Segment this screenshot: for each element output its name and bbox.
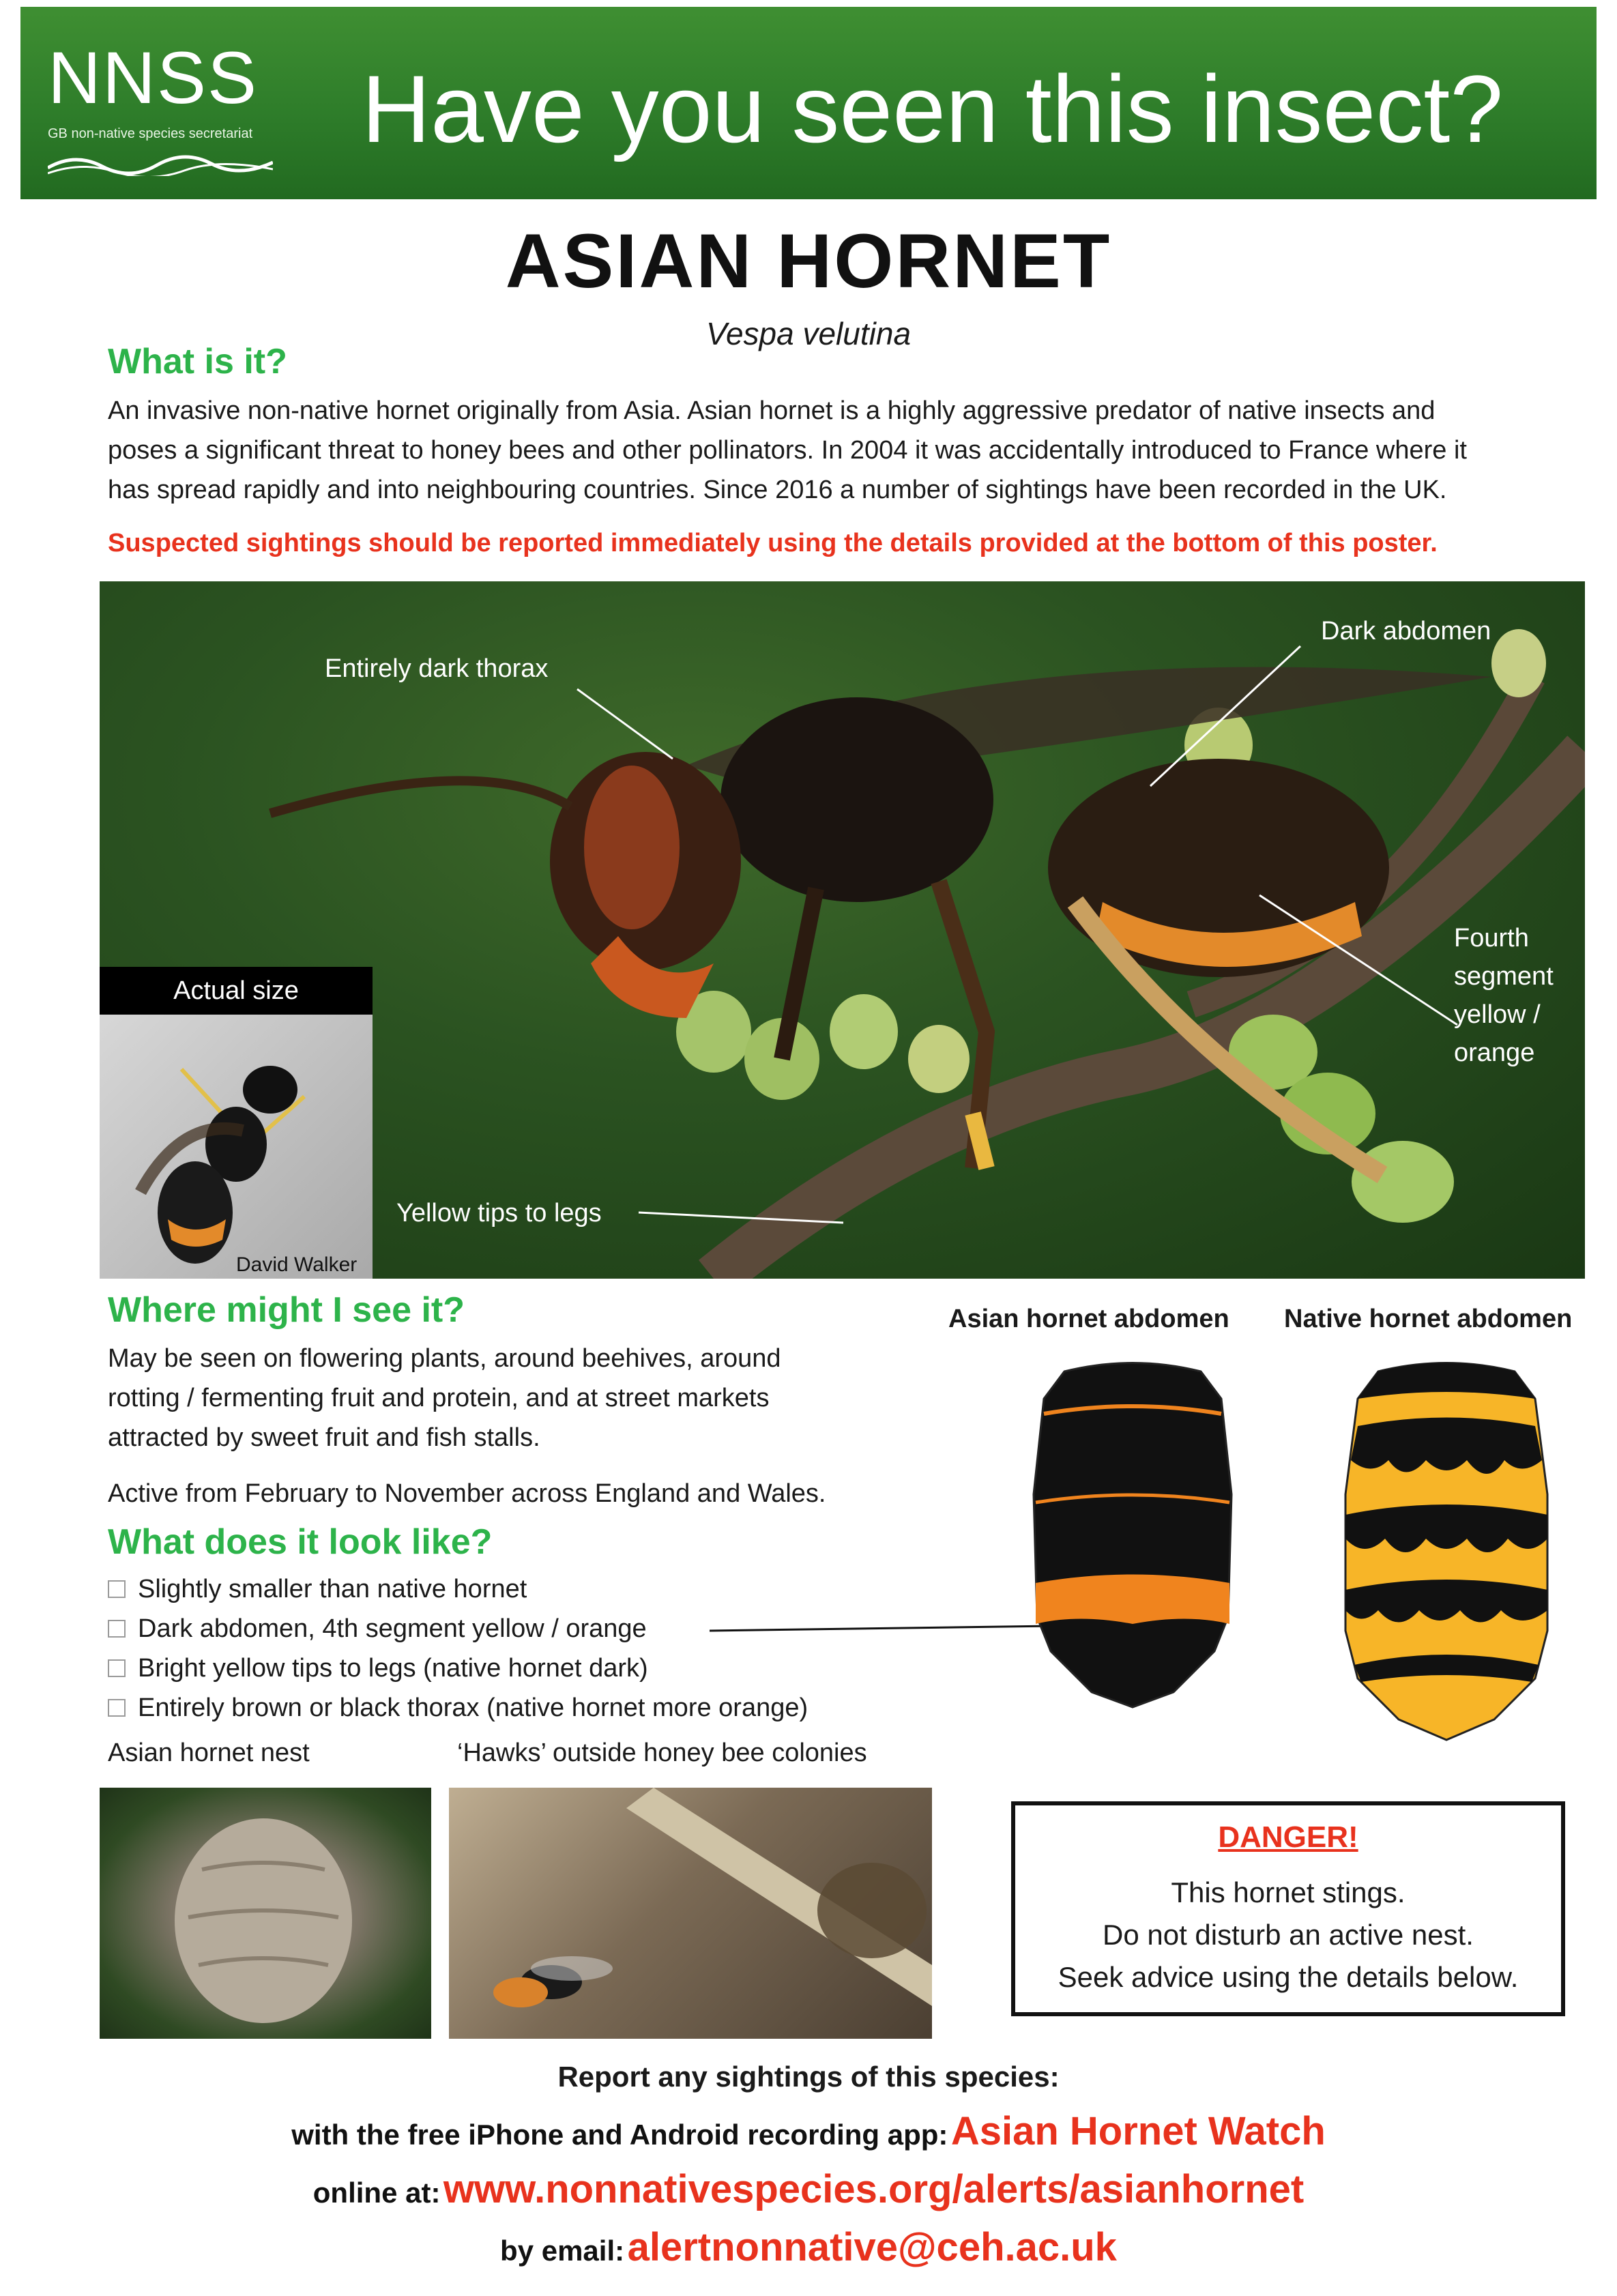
- nest-caption: Asian hornet nest: [108, 1739, 310, 1767]
- checkbox-icon: [108, 1580, 126, 1598]
- intro-paragraph: [108, 391, 1582, 510]
- intro-line: An invasive non-native hornet originally from Asia. Asian hornet is a highly aggressive predator of native insects and: [108, 396, 1436, 425]
- asian-abdomen-caption: Asian hornet abdomen: [948, 1305, 1229, 1333]
- report-online-row: [0, 2166, 1617, 2212]
- photo-credit: David Walker: [236, 1253, 358, 1276]
- danger-line: This hornet stings.: [1171, 1876, 1405, 1908]
- email-label: by email:: [500, 2235, 625, 2267]
- nnss-logo: NNSS: [48, 36, 259, 119]
- asian-abdomen-diagram: [1017, 1358, 1249, 1713]
- logo-subtitle: GB non-native species secretariat: [48, 126, 253, 141]
- hawks-caption: ‘Hawks’ outside honey bee colonies: [457, 1739, 867, 1767]
- checkbox-icon: [108, 1699, 126, 1717]
- nest-icon: [100, 1788, 431, 2039]
- report-heading: Report any sightings of this species:: [557, 2061, 1060, 2093]
- danger-box: [1011, 1801, 1565, 2016]
- label-thorax: Entirely dark thorax: [325, 654, 549, 683]
- actual-size-photo: [100, 1015, 373, 1279]
- danger-line: Seek advice using the details below.: [1058, 1961, 1519, 1993]
- actual-size-inset: [100, 967, 373, 1279]
- list-item: Slightly smaller than native hornet: [108, 1569, 808, 1609]
- danger-title: DANGER!: [1218, 1820, 1358, 1854]
- thorax: [720, 697, 993, 902]
- website-link[interactable]: www.nonnativespecies.org/alerts/asianhornet: [443, 2167, 1305, 2211]
- label-segment: Fourth segment yellow / orange: [1454, 924, 1554, 1067]
- report-email-row: [0, 2224, 1617, 2270]
- pointer-line: [710, 1624, 1051, 1638]
- small-hornet-icon: [100, 1015, 373, 1279]
- where-paragraph: May be seen on flowering plants, around beehives, around rotting / fermenting fruit and protein, and at street markets attracted by sweet fruit and fish stalls.: [108, 1344, 781, 1452]
- online-label: online at:: [312, 2177, 441, 2209]
- hawks-photo: [449, 1788, 932, 2039]
- header-banner: [20, 7, 1597, 199]
- checkbox-icon: [108, 1620, 126, 1638]
- danger-line: Do not disturb an active nest.: [1103, 1919, 1474, 1951]
- what-is-it-heading: What is it?: [108, 342, 287, 381]
- checkbox-icon: [108, 1659, 126, 1677]
- report-app-row: [0, 2108, 1617, 2154]
- email-link[interactable]: alertnonnative@ceh.ac.uk: [627, 2225, 1117, 2269]
- look-heading: What does it look like?: [108, 1522, 493, 1562]
- label-legs: Yellow tips to legs: [396, 1199, 602, 1227]
- active-period: Active from February to November across England and Wales.: [108, 1479, 826, 1508]
- page-title: ASIAN HORNET: [505, 218, 1112, 304]
- label-abdomen: Dark abdomen: [1321, 617, 1491, 645]
- list-item: Dark abdomen, 4th segment yellow / orange: [108, 1609, 808, 1648]
- report-note: Suspected sightings should be reported immediately using the details provided at the bottom of this poster.: [108, 529, 1438, 557]
- app-label: with the free iPhone and Android recording app:: [291, 2119, 948, 2151]
- list-item: Bright yellow tips to legs (native hornet dark): [108, 1648, 808, 1688]
- wave-logo-icon: [48, 149, 273, 176]
- inset-label: Actual size: [173, 976, 299, 1005]
- feature-list: [108, 1569, 808, 1728]
- app-name[interactable]: Asian Hornet Watch: [950, 2109, 1326, 2153]
- where-heading: Where might I see it?: [108, 1290, 465, 1330]
- hawking-hornet-icon: [449, 1788, 932, 2039]
- intro-line: has spread rapidly and into neighbouring countries. Since 2016 a number of sightings have been recorded in the UK.: [108, 476, 1447, 504]
- headline: Have you seen this insect?: [362, 55, 1504, 162]
- list-item: Entirely brown or black thorax (native hornet more orange): [108, 1688, 808, 1728]
- latin-name: Vespa velutina: [705, 316, 912, 351]
- native-abdomen-diagram: [1330, 1358, 1562, 1747]
- intro-line: poses a significant threat to honey bees and other pollinators. In 2004 it was accidentally introduced to France where it: [108, 436, 1467, 465]
- native-abdomen-caption: Native hornet abdomen: [1284, 1305, 1573, 1333]
- nest-photo: [100, 1788, 431, 2039]
